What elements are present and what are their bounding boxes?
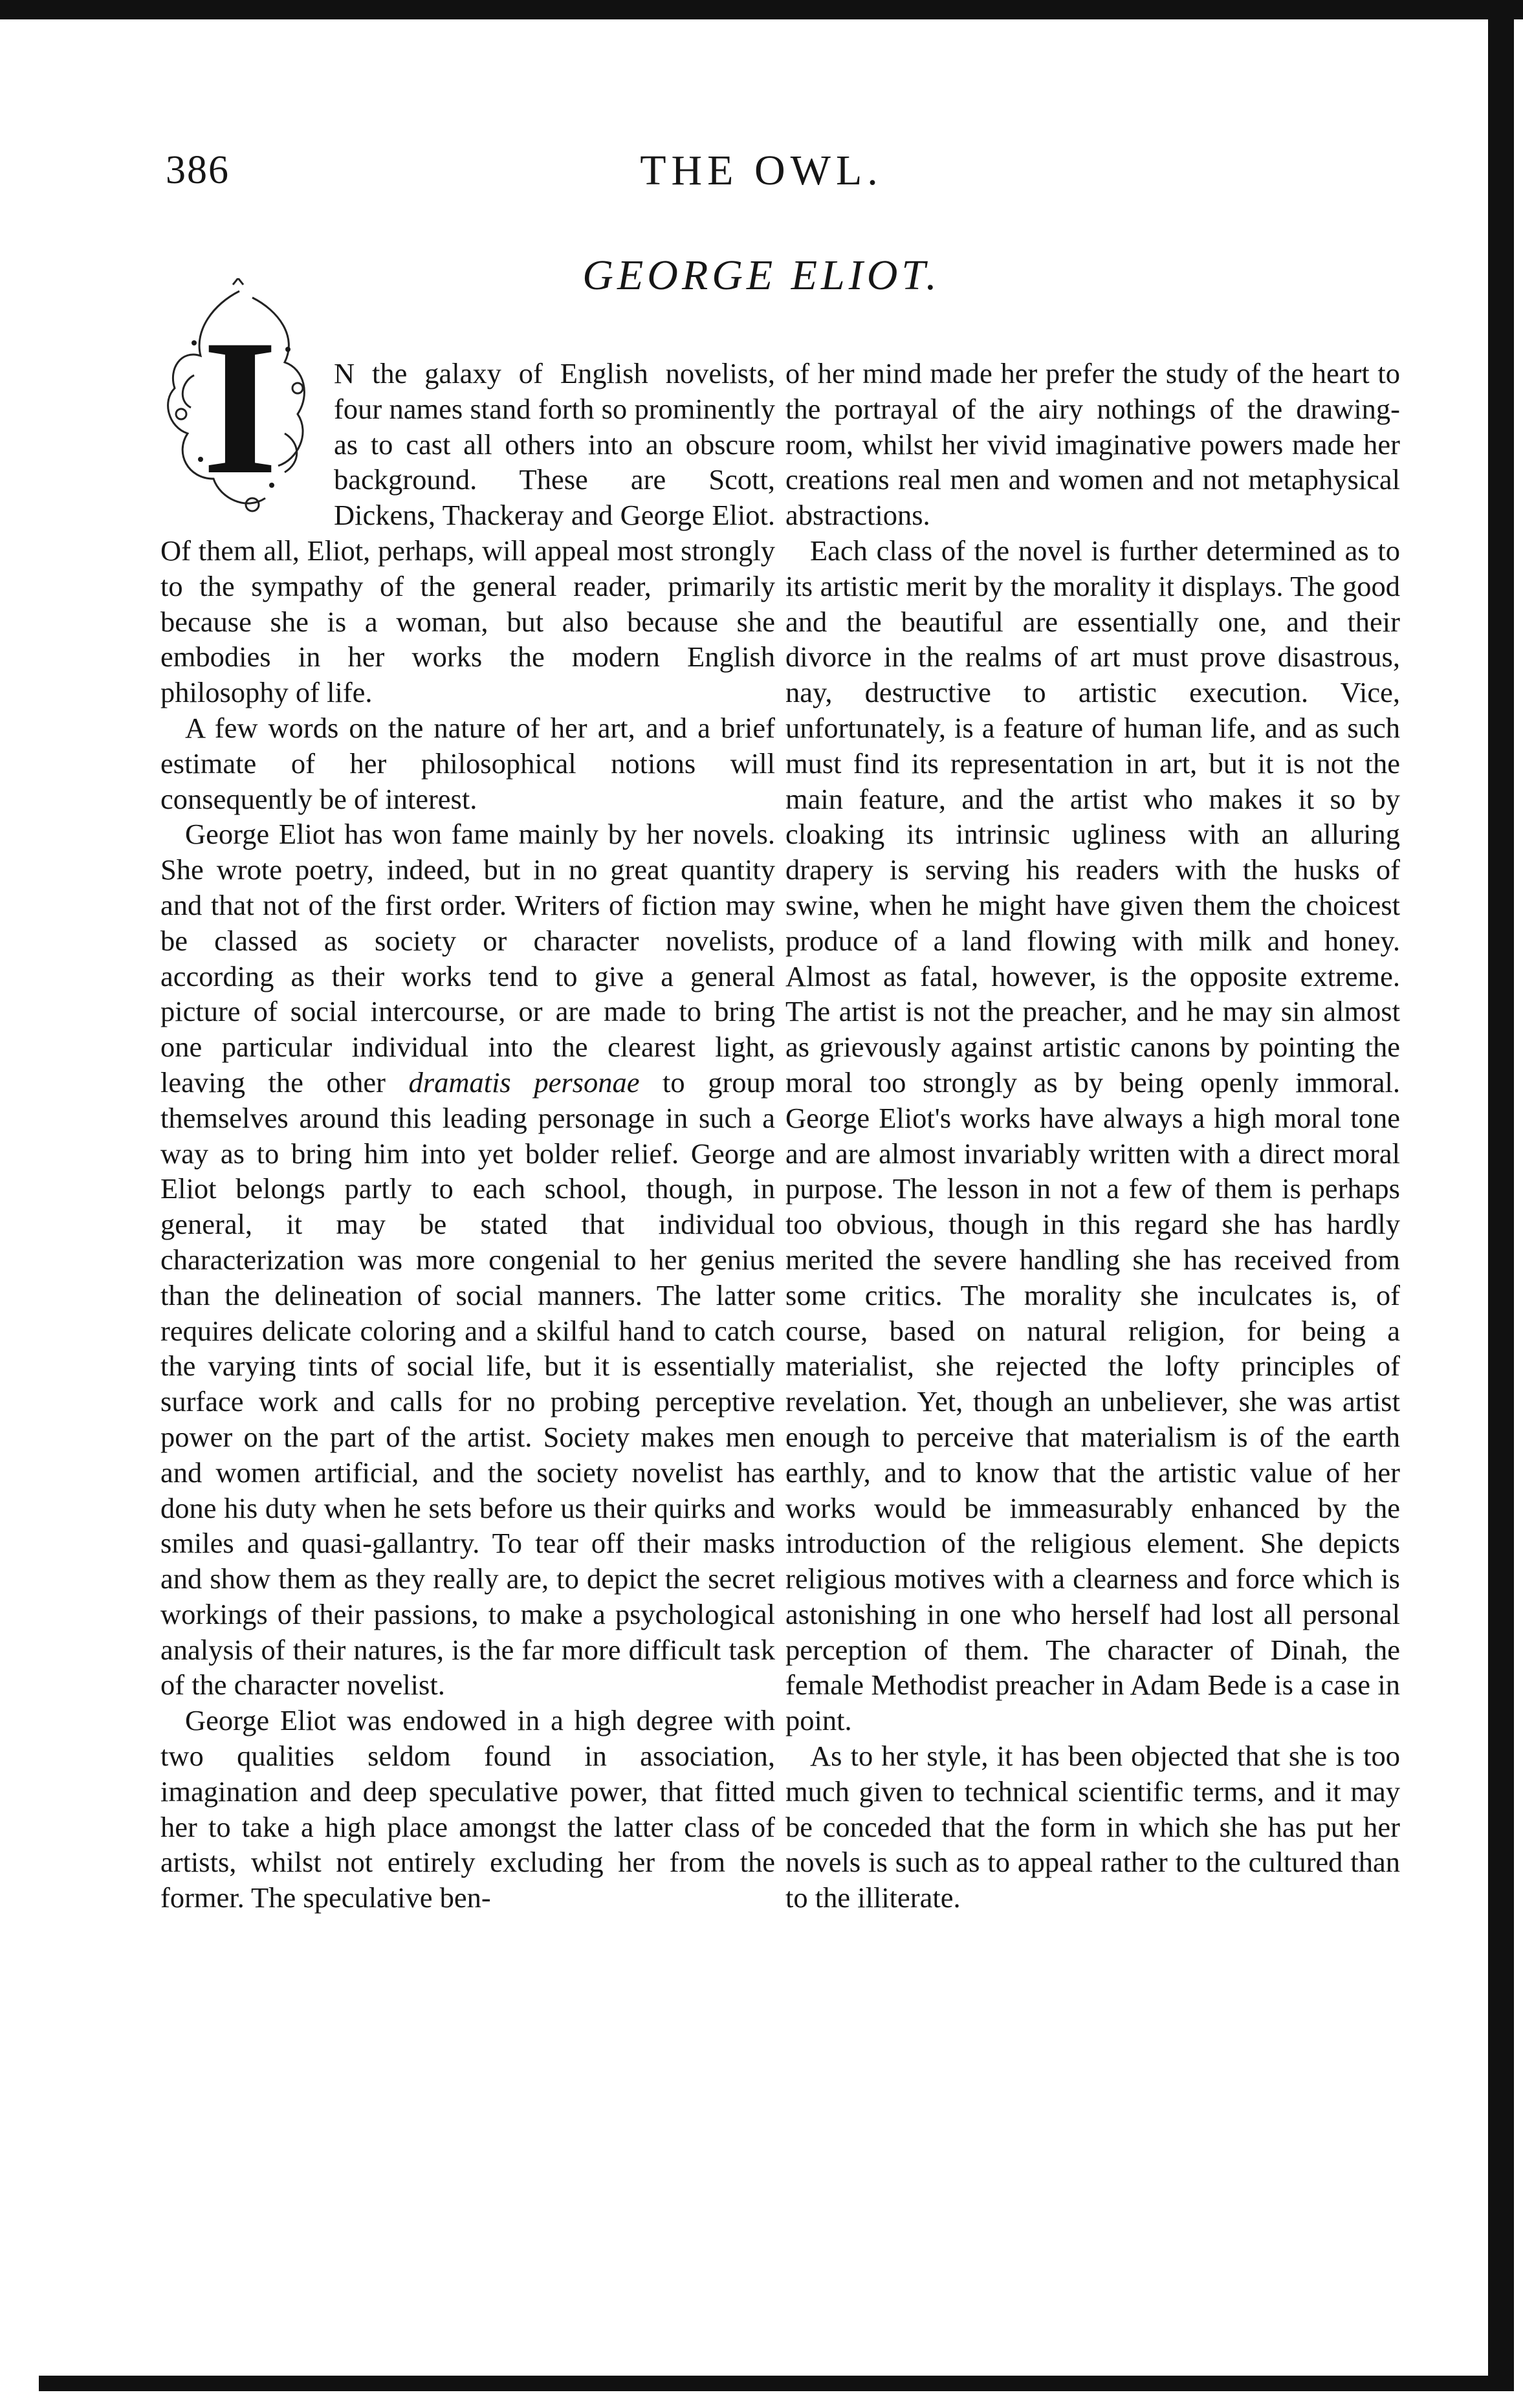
italic-phrase: dramatis personae xyxy=(408,1066,640,1099)
scan-border-bottom xyxy=(39,2376,1514,2391)
scan-border-right xyxy=(1488,19,1514,2391)
scan-border-top xyxy=(0,0,1523,19)
left-column xyxy=(160,300,776,1916)
paragraph: A few words on the nature of her art, and a brief estimate of her philosophical notions will consequently be of interest. xyxy=(160,711,775,815)
right-column xyxy=(785,356,1400,1916)
ornament-flourish-icon xyxy=(155,278,325,532)
text-run: to group themselves around this leading personage in such a way as to bring him into yet bolder relief. George Eliot belongs partly to each school, though, in general, it may be stated that individual characterization was more congenial to her genius than the delineation of social manners. The latter requires delicate coloring and a skilful hand to catch the varying tints of social life, but it is essentially surface work and calls for no probing perceptive power on the part of the artist. Society makes men and women artificial, and the society novelist has done his duty when he sets before us their quirks and smiles and quasi-gallantry. To tear off their masks and show them as they really are, to depict the secret workings of their passions, to make a psychological analysis of their natures, is the far more difficult task of the character novelist. xyxy=(160,1066,776,1702)
paragraph: As to her style, it has been objected that she is too much given to technical scientific terms, and it may be conceded that the form in which she has put her novels is such as to appeal rather to the cultured than to the illiterate. xyxy=(785,1740,1400,1914)
paragraph xyxy=(160,816,775,1703)
paragraph: George Eliot was endowed in a high degree with two qualities seldom found in association, imagination and deep speculative power, that fitted her to take a high place amongst the latter class of artists, whilst not entirely excluding her from the former. The speculative ben- xyxy=(160,1704,775,1914)
text-run: George Eliot has won fame mainly by her novels. She wrote poetry, indeed, but in no great quantity and that not of the first order. Writers of fiction may be classed as society or character novelists, according as their works tend to give a general picture of social intercourse, or are made to bring one particular individual into the clearest light, leaving the other xyxy=(160,818,775,1099)
ornamental-drop-cap xyxy=(155,278,325,532)
paragraph: Each class of the novel is further determined as to its artistic merit by the morality it displays. The good and the beautiful are essentially one, and their divorce in the realms of art must prove disastrous, nay, destructive to artistic execution. Vice, unfortunately, is a feature of human life, and as such must find its representation in art, but it is not the main feature, and the artist who makes it so by cloaking its intrinsic ugliness with an alluring drapery is serving his readers with the husks of swine, when he might have given them the choicest produce of a land flowing with milk and honey. Almost as fatal, however, is the opposite extreme. The artist is not the preacher, and he may sin almost as grievously against artistic canons by pointing the moral too strongly as by being openly immoral. George Eliot's works have always a high moral tone and are almost invariably written with a direct moral purpose. The lesson in not a few of them is perhaps too obvious, though in this regard she has hardly merited the severe handling she has received from some critics. The morality she inculcates is, of course, based on natural religion, for being a materialist, she rejected the lofty principles of revelation. Yet, though an unbeliever, she was artist enough to perceive that materialism is of the earth earthly, and to know that the artistic value of her works would be immeasurably enhanced by the introduction of the religious element. She depicts religious motives with a clearness and force which is astonishing in one who herself had lost all personal perception of them. The character of Dinah, the female Methodist preacher in Adam Bede is a case in point. xyxy=(785,534,1400,1737)
paragraph-continued: of her mind made her prefer the study of the heart to the portrayal of the airy nothings of the drawing-room, whilst her vivid imaginative powers made her creations real men and women and not metaphysical abstractions. xyxy=(785,357,1400,532)
article-title: GEORGE ELIOT. xyxy=(582,252,941,299)
running-head: THE OWL. xyxy=(640,147,883,194)
drop-cap-letter: I xyxy=(202,300,278,514)
paragraph-intro: N the galaxy of English novelists, four names stand forth so prominently as to cast all others into an obscure background. These are Scott, Dickens, Thackeray and George Eliot. Of them all, Eliot, perhaps, will appeal most strongly to the sympathy of the general reader, primarily because she is a woman, but also because she embodies in her works the modern English philosophy of life. xyxy=(160,357,775,709)
page-number: 386 xyxy=(166,148,230,192)
